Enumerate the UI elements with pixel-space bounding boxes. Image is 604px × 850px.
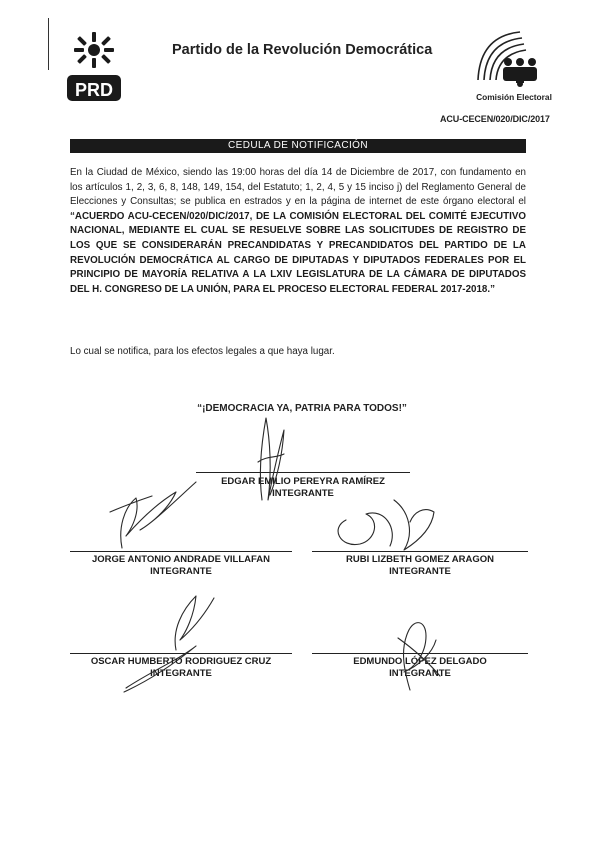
signatory-role-4: INTEGRANTE xyxy=(150,668,212,679)
signature-line-1 xyxy=(196,472,410,473)
signatory-name-4: OSCAR HUMBERTO RODRIGUEZ CRUZ xyxy=(90,656,272,667)
document-code: ACU-CECEN/020/DIC/2017 xyxy=(440,114,550,124)
notification-intro: En la Ciudad de México, siendo las 19:00 horas del día 14 de Diciembre de 2017, con fundamento en los artículos 1, 2, 3, 6, 8, 148, 149, 154, del Estatuto; 1, 2, 4, 5 y 15 inciso j) del Reglamento General de Elecciones y Consultas; se publica en estrados y en la página de internet de este órgano electoral el xyxy=(70,167,526,208)
document-title: CEDULA DE NOTIFICACIÓN xyxy=(70,139,526,153)
closing-statement: Lo cual se notifica, para los efectos legales a que haya lugar. xyxy=(70,346,335,357)
party-name: Partido de la Revolución Democrática xyxy=(172,42,433,58)
prd-logo xyxy=(64,28,124,104)
signature-scribble-3 xyxy=(338,500,434,550)
commission-logo-text: Comisión Electoral xyxy=(476,92,552,102)
agreement-title: “ACUERDO ACU-CECEN/020/DIC/2017, DE LA COMISIÓN ELECTORAL DEL COMITÉ EJECUTIVO NACIONAL, MEDIANTE EL CUAL SE RESUELVE SOBRE LAS SOLICITUDES DE REGISTRO DE LOS QUE SE CONSIDERARÁN PRECANDIDATAS Y PRECANDIDATOS DEL PARTIDO DE LA REVOLUCIÓN DEMOCRÁTICA AL CARGO DE DIPUTADAS Y DIPUTADOS FEDERALES POR EL PRINCIPIO DE MAYORÍA RELATIVA A LA LXIV LEGISLATURA DE LA CÁMARA DE DIPUTADOS DEL H. CONGRESO DE LA UNIÓN, PARA EL PROCESO ELECTORAL FEDERAL 2017-2018.” xyxy=(70,210,526,295)
signature-line-5 xyxy=(312,653,528,654)
margin-rule xyxy=(48,18,49,70)
signatory-role-2: INTEGRANTE xyxy=(150,566,212,577)
signatory-name-2: JORGE ANTONIO ANDRADE VILLAFAN xyxy=(91,554,271,565)
signature-scribble-2 xyxy=(110,482,196,548)
signatory-name-3: RUBI LIZBETH GOMEZ ARAGON xyxy=(346,554,494,565)
signature-line-4 xyxy=(70,653,292,654)
party-motto: “¡DEMOCRACIA YA, PATRIA PARA TODOS!” xyxy=(197,403,407,414)
signature-line-3 xyxy=(312,551,528,552)
notification-body xyxy=(70,166,526,297)
signatory-role-3: INTEGRANTE xyxy=(389,566,451,577)
signatory-role-1: INTEGRANTE xyxy=(272,488,334,499)
commission-electoral-logo xyxy=(472,22,552,110)
signatory-role-5: INTEGRANTE xyxy=(389,668,451,679)
signature-line-2 xyxy=(70,551,292,552)
signatory-name-5: EDMUNDO LÓPEZ DELGADO xyxy=(353,656,487,667)
prd-logo-text: PRD xyxy=(74,80,114,100)
signatory-name-1: EDGAR EMILIO PEREYRA RAMÍREZ xyxy=(221,476,385,487)
